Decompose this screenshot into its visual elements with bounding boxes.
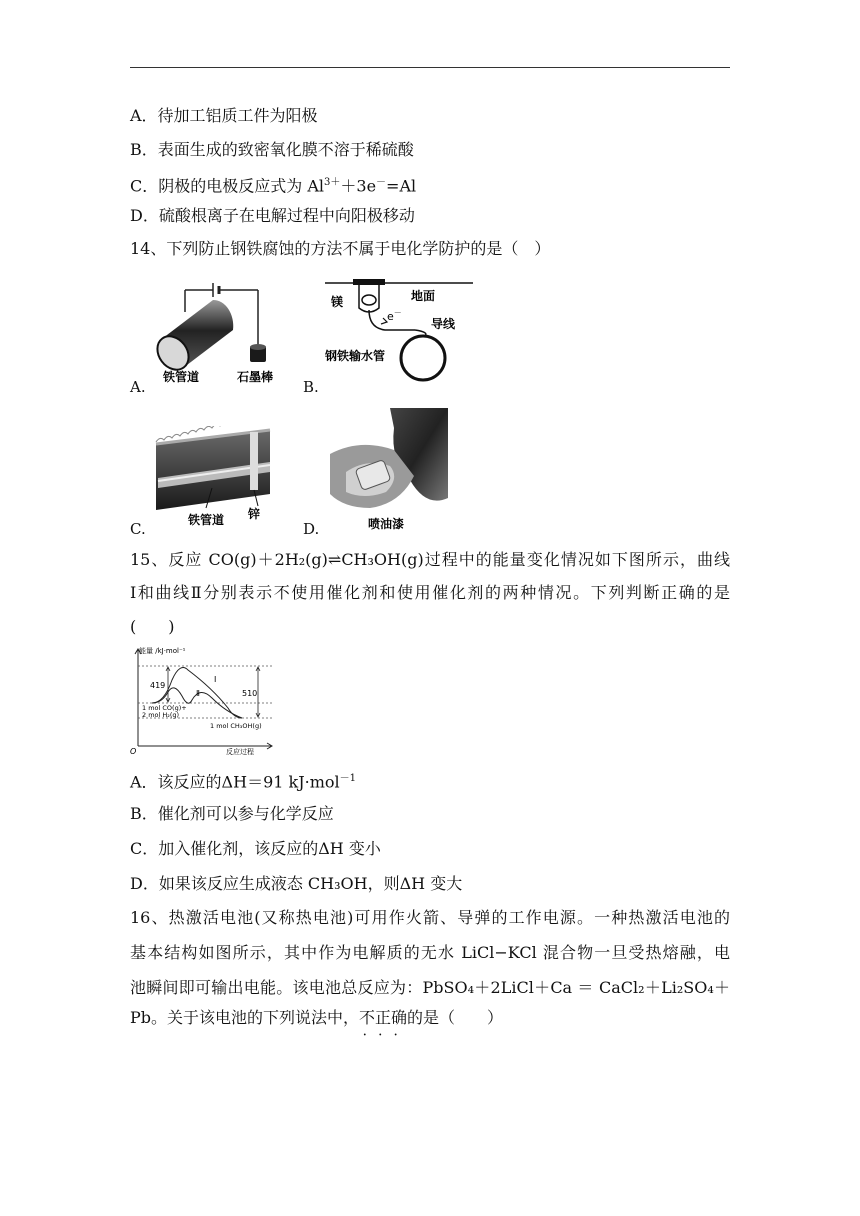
q13-option-a: A．待加工铝质工件为阳极 (130, 106, 318, 125)
q16-emphasis-not-correct: 不正确 • • • (359, 1008, 407, 1027)
figure-c-pipe-label: 铁管道 (188, 513, 225, 527)
figure-c-iron-pipe-zinc (152, 426, 280, 534)
q15-value-510: 510 (242, 689, 258, 698)
q15-reactants-line-2: 2 mol H₂(g) (142, 711, 180, 719)
figure-a-iron-pipe-graphite (155, 278, 285, 390)
q15-stem-line-1: 15、反应 CO(g)＋2H₂(g)⇌CH₃OH(g)过程中的能量变化情况如下图所示，曲线 (130, 550, 730, 569)
q14-label-c: C. (130, 520, 146, 538)
q15-energy-diagram (130, 646, 280, 756)
q15-stem-line-3: ( ) (130, 617, 175, 636)
q13-option-c-mid: ＋3e (340, 176, 377, 196)
q13-option-c-end: =Al (386, 176, 417, 196)
figure-b-wire-label: 导线 (431, 317, 456, 331)
figure-b-magnesium-pipe (325, 278, 475, 390)
q15-curve-1-label: Ⅰ (214, 675, 217, 684)
figure-d-paint-label: 喷油漆 (368, 517, 405, 531)
q16-line-4-text: Pb。关于该电池的下列说法中， (130, 1008, 360, 1027)
q13-option-c (130, 172, 416, 197)
figure-b-electron-label (387, 308, 402, 323)
unit-exponent: －1 (339, 773, 357, 784)
electron-charge: － (393, 308, 402, 317)
q15-x-axis-label: 反应过程 (226, 748, 254, 756)
figure-a-pipe-label: 铁管道 (163, 370, 200, 384)
figure-b-ground-label: 地面 (411, 289, 436, 303)
q15-option-a (130, 768, 356, 793)
q15-option-d: D．如果该反应生成液态 CH₃OH，则ΔH 变大 (130, 874, 463, 893)
q16-stem-line-3: 池瞬间即可输出电能。该电池总反应为：PbSO₄＋2LiCl＋Ca ＝ CaCl₂＋Li₂SO₄＋ (130, 978, 730, 997)
q16-stem-line-1: 16、热激活电池(又称热电池)可用作火箭、导弹的工作电源。一种热激活电池的 (130, 908, 730, 927)
q15-reactants-line-1: 1 mol CO(g)+ (142, 704, 187, 712)
q14-label-a: A. (130, 378, 146, 396)
q15-curve-2-label: Ⅱ (196, 689, 200, 698)
figure-a-rod-label: 石墨棒 (237, 370, 274, 384)
electron-symbol: e (387, 310, 394, 323)
q14-stem: 14、下列防止钢铁腐蚀的方法不属于电化学防护的是（ ） (130, 239, 551, 258)
q15-option-a-text: A．该反应的ΔH＝91 kJ·mol (130, 772, 340, 792)
electron-sup: － (376, 177, 387, 188)
q15-stem-line-2: Ⅰ和曲线Ⅱ分别表示不使用催化剂和使用催化剂的两种情况。下列判断正确的是 (130, 583, 730, 602)
figure-c-zinc-label: 锌 (248, 507, 261, 521)
figure-b-pipe-label: 钢铁输水管 (325, 349, 386, 363)
q15-value-419: 419 (150, 681, 166, 690)
q15-y-axis-label: 能量 /kJ·mol⁻¹ (139, 647, 186, 655)
q15-origin-label: O (130, 747, 137, 756)
q13-option-b: B．表面生成的致密氧化膜不溶于稀硫酸 (130, 140, 414, 159)
q13-option-c-text: C．阴极的电极反应式为 Al (130, 176, 325, 196)
q16-stem-line-2: 基本结构如图所示，其中作为电解质的无水 LiCl−KCl 混合物一旦受热熔融，电 (130, 943, 730, 962)
q15-option-c: C．加入催化剂，该反应的ΔH 变小 (130, 839, 381, 858)
q16-line-4-end: 的是（ ） (407, 1008, 504, 1027)
figure-d-spray-paint (330, 408, 454, 536)
header-rule (130, 67, 730, 68)
q15-product-label: 1 mol CH₃OH(g) (210, 722, 262, 730)
q14-label-d: D. (303, 520, 320, 538)
q13-option-d: D．硫酸根离子在电解过程中向阳极移动 (130, 206, 415, 225)
figure-b-mg-label: 镁 (331, 295, 344, 309)
q14-label-b: B. (303, 378, 319, 396)
q16-stem-line-4 (130, 1007, 503, 1029)
q15-option-b: B．催化剂可以参与化学反应 (130, 804, 334, 823)
charge-sup: 3＋ (324, 177, 341, 188)
